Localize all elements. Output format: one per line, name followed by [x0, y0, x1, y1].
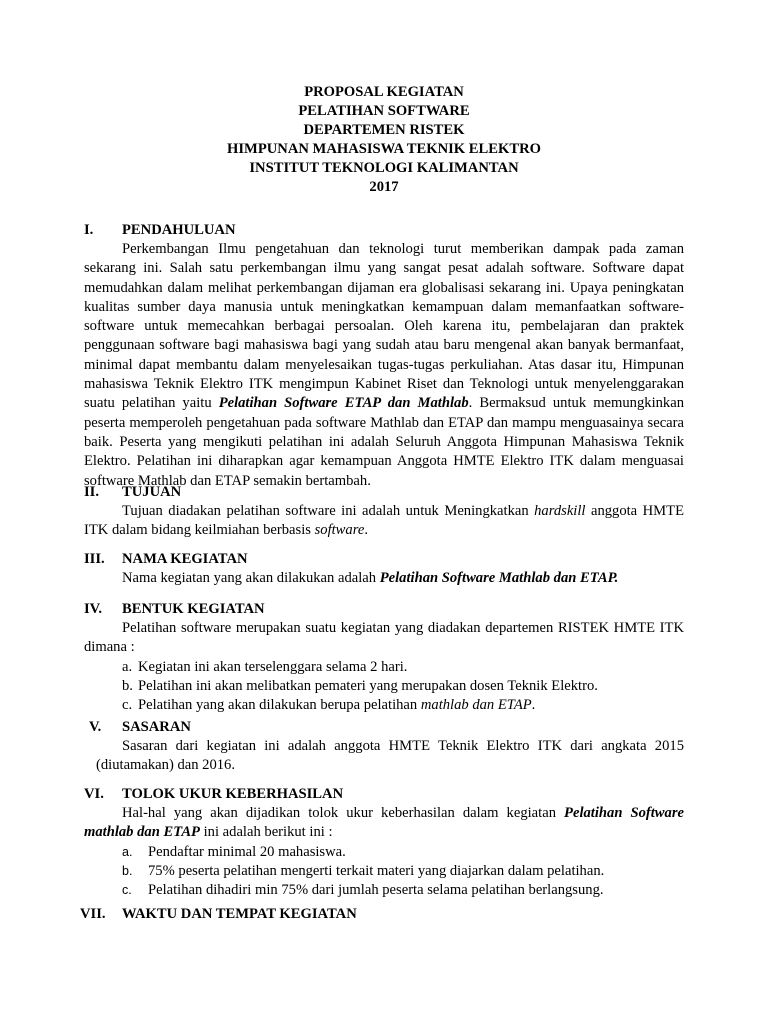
list-marker: a.: [122, 844, 133, 859]
list-item: [84, 677, 684, 696]
emphasis-text: Pelatihan Software Mathlab dan ETAP.: [379, 570, 619, 586]
title-line: DEPARTEMEN RISTEK: [303, 122, 465, 138]
section-heading: [84, 221, 684, 240]
list-marker: c.: [122, 697, 133, 714]
list-item: [84, 843, 684, 862]
section-waktu-tempat: [80, 905, 684, 924]
section-bentuk-kegiatan: [84, 600, 684, 715]
section-paragraph: [84, 240, 684, 491]
paragraph-text: ini adalah berikut ini :: [199, 824, 333, 841]
section-title: BENTUK KEGIATAN: [122, 601, 265, 617]
section-heading: [80, 905, 684, 924]
paragraph-text: Nama kegiatan yang akan dilakukan adalah: [122, 570, 380, 586]
list-item-text: Pelatihan dihadiri min 75% dari jumlah peserta selama pelatihan berlangsung.: [148, 882, 604, 899]
criteria-list: [84, 843, 684, 901]
paragraph-text: anggota HMTE ITK dalam bidang keilmiahan berbasis: [84, 503, 684, 539]
list-marker: b.: [122, 863, 133, 878]
title-line: PELATIHAN SOFTWARE: [298, 103, 470, 119]
section-title: NAMA KEGIATAN: [122, 551, 248, 567]
title-line: PROPOSAL KEGIATAN: [304, 84, 464, 100]
list-item-text: Pendaftar minimal 20 mahasiswa.: [148, 843, 346, 860]
list-item-text: Pelatihan ini akan melibatkan pemateri yang merupakan dosen Teknik Elektro.: [138, 677, 598, 694]
section-number: IV.: [84, 601, 102, 617]
section-number: II.: [84, 484, 100, 500]
section-heading: [84, 718, 684, 737]
section-number: III.: [84, 551, 105, 567]
section-paragraph: [84, 804, 684, 843]
section-title: WAKTU DAN TEMPAT KEGIATAN: [122, 906, 357, 922]
paragraph-text: . Bermaksud untuk memungkinkan peserta memperoleh pengetahuan pada software Mathlab dan ETAP dan mampu menguasainya secara baik. Peserta yang mengikuti pelatihan ini adalah Seluruh Anggota Himpunan Mahasiswa Teknik Elektro. Pelatihan ini diharapkan agar kemampuan Anggota HMTE Elektro ITK dalam menguasai software Mathlab dan ETAP semakin bertambah.: [84, 395, 684, 489]
document-title: [0, 83, 768, 197]
section-number: VI.: [84, 786, 104, 802]
list-item: [84, 696, 684, 715]
list-item-text: Kegiatan ini akan terselenggara selama 2 hari.: [138, 658, 408, 675]
list-item-text: .: [531, 697, 536, 714]
list-marker: b.: [122, 677, 133, 694]
list-item: [84, 658, 684, 677]
section-nama-kegiatan: [84, 550, 684, 588]
title-line: HIMPUNAN MAHASISWA TEKNIK ELEKTRO: [227, 141, 541, 157]
emphasis-text: hardskill: [534, 503, 586, 519]
list-item-text: 75% peserta pelatihan mengerti terkait materi yang diajarkan dalam pelatihan.: [148, 862, 605, 879]
title-line: 2017: [369, 179, 399, 195]
section-tujuan: [84, 483, 684, 541]
section-heading: [84, 483, 684, 502]
list-marker: a.: [122, 658, 133, 675]
paragraph-text: Perkembangan Ilmu pengetahuan dan teknologi turut memberikan dampak pada zaman sekarang ini. Salah satu perkembangan ilmu yang sangat pesat adalah software. Software dapat memudahkan dalam melihat perkembangan dijaman era globalisasi sekarang ini. Upaya peningkatan kualitas sumber daya manusia untuk meningkatkan kemampuan dalam memanfaatkan software-software untuk memecahkan berbagai persoalan. Oleh karena itu, pembelajaran dan praktek penggunaan software bagi mahasiswa bagi yang sudah atau baru mengenal akan banyak bermanfaat, minimal dapat membantu dalam menyelesaikan tugas-tugas perkuliahan. Atas dasar itu, Himpunan mahasiswa Teknik Elektro ITK mengimpun Kabinet Riset dan Teknologi untuk menyelenggarakan suatu pelatihan yaitu: [84, 241, 684, 412]
section-number: I.: [84, 222, 94, 238]
emphasis-text: Pelatihan Software mathlab dan ETAP: [84, 805, 684, 841]
section-pendahuluan: [84, 221, 684, 491]
list-item: [84, 862, 684, 881]
paragraph-text: Hal-hal yang akan dijadikan tolok ukur keberhasilan dalam kegiatan: [122, 805, 565, 821]
section-tolok-ukur: [84, 785, 684, 900]
section-title: TUJUAN: [122, 484, 182, 500]
paragraph-text: .: [364, 522, 368, 539]
list-item: [84, 881, 684, 900]
section-title: TOLOK UKUR KEBERHASILAN: [122, 786, 344, 802]
section-sasaran: [84, 718, 684, 776]
emphasis-text: software: [314, 522, 365, 539]
section-heading: [84, 600, 684, 619]
section-number: V.: [89, 719, 102, 735]
section-paragraph: Pelatihan software merupakan suatu kegiatan yang diadakan departemen RISTEK HMTE ITK dimana :: [84, 620, 684, 656]
section-title: SASARAN: [122, 719, 191, 735]
emphasis-text: mathlab dan ETAP: [420, 697, 532, 714]
section-heading: [84, 550, 684, 569]
section-paragraph: [84, 502, 684, 541]
list-marker: c.: [122, 883, 132, 898]
section-heading: [84, 785, 684, 804]
section-paragraph: Sasaran dari kegiatan ini adalah anggota HMTE Teknik Elektro ITK dari angkata 2015 (diutamakan) dan 2016.: [96, 738, 684, 774]
paragraph-text: Tujuan diadakan pelatihan software ini adalah untuk Meningkatkan: [122, 503, 535, 519]
title-line: INSTITUT TEKNOLOGI KALIMANTAN: [249, 160, 519, 176]
section-number: VII.: [80, 906, 106, 922]
section-paragraph: [84, 569, 684, 588]
emphasis-text: Pelatihan Software ETAP dan Mathlab: [218, 395, 469, 412]
activity-list: [84, 658, 684, 716]
list-item-text: Pelatihan yang akan dilakukan berupa pelatihan: [138, 697, 421, 714]
section-title: PENDAHULUAN: [122, 222, 236, 238]
